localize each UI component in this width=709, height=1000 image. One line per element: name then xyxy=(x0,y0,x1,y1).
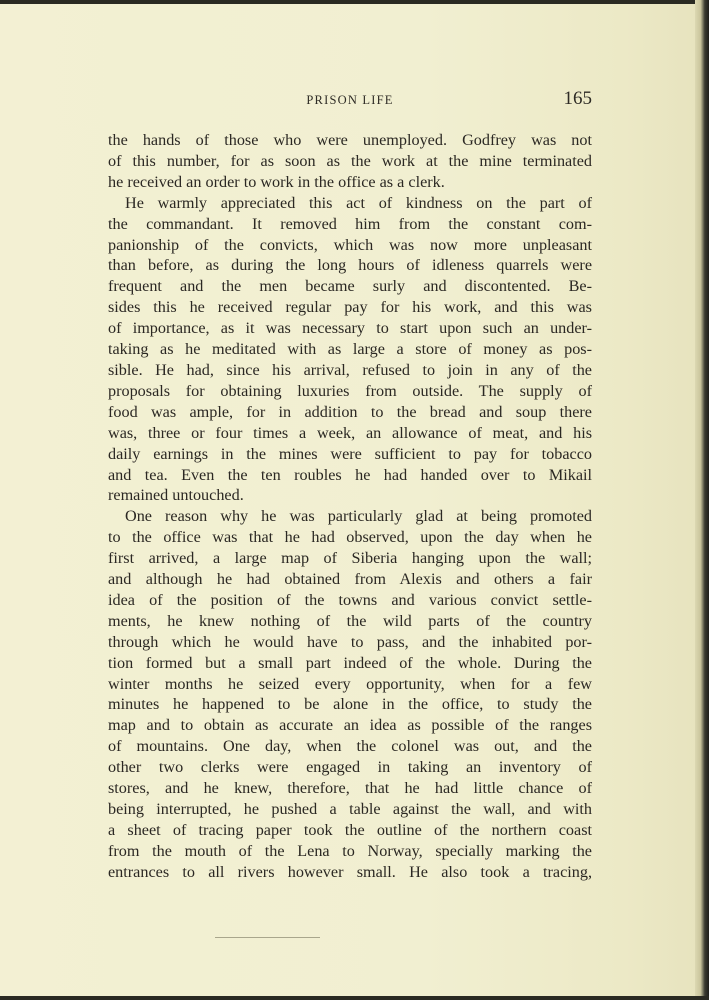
text-line: sible. He had, since his arrival, refused to join in any of the xyxy=(108,360,592,379)
footer-rule xyxy=(215,937,320,938)
text-line: sides this he received regular pay for his work, and this was xyxy=(108,298,592,317)
page-right-edge xyxy=(695,0,709,1000)
text-line: taking as he meditated with as large a store of money as pos- xyxy=(108,340,592,359)
page-top-edge xyxy=(0,0,709,4)
page-number: 165 xyxy=(563,88,592,109)
text-line: he received an order to work in the office as a clerk. xyxy=(108,172,445,191)
text-line: stores, and he knew, therefore, that he had little chance of xyxy=(108,779,592,798)
text-line: other two clerks were engaged in taking an inventory of xyxy=(108,758,592,777)
text-line: being interrupted, he pushed a table against the wall, and with xyxy=(108,800,592,818)
text-line: of mountains. One day, when the colonel was out, and the xyxy=(108,737,592,756)
page-bottom-edge xyxy=(0,996,709,1000)
text-line: and tea. Even the ten roubles he had handed over to Mikail xyxy=(108,465,592,484)
text-line: map and to obtain as accurate an idea as possible of the ranges xyxy=(108,716,592,735)
text-line: He warmly appreciated this act of kindness on the part of xyxy=(125,193,592,212)
page-header xyxy=(108,88,592,112)
text-line: a sheet of tracing paper took the outline of the northern coast xyxy=(108,820,592,839)
text-line: panionship of the convicts, which was now more unpleasant xyxy=(108,235,592,254)
text-line: tion formed but a small part indeed of the whole. During the xyxy=(108,653,592,672)
text-line: daily earnings in the mines were sufficient to pay for tobacco xyxy=(108,444,592,463)
text-line: idea of the position of the towns and various convict settle- xyxy=(108,590,592,609)
text-line: the hands of those who were unemployed. Godfrey was not xyxy=(108,131,592,149)
body-text xyxy=(108,130,592,883)
text-line: the commandant. It removed him from the constant com- xyxy=(108,214,592,233)
text-line: minutes he happened to be alone in the office, to study the xyxy=(108,695,592,714)
text-line: of this number, for as soon as the work at the mine terminated xyxy=(108,151,592,170)
text-line: through which he would have to pass, and the inhabited por- xyxy=(108,632,592,651)
text-line: proposals for obtaining luxuries from outside. The supply of xyxy=(108,381,592,400)
text-line: entrances to all rivers however small. He also took a tracing, xyxy=(108,862,592,881)
text-line: ments, he knew nothing of the wild parts of the country xyxy=(108,611,592,630)
text-line: remained untouched. xyxy=(108,486,244,505)
text-line: food was ample, for in addition to the bread and soup there xyxy=(108,402,592,421)
text-line: first arrived, a large map of Siberia hanging upon the wall; xyxy=(108,549,592,568)
text-line: One reason why he was particularly glad at being promoted xyxy=(125,507,592,526)
text-line: of importance, as it was necessary to start upon such an under- xyxy=(108,319,592,338)
text-line: was, three or four times a week, an allowance of meat, and his xyxy=(108,423,592,442)
text-line: and although he had obtained from Alexis and others a fair xyxy=(108,570,592,589)
text-line: than before, as during the long hours of idleness quarrels were xyxy=(108,256,592,275)
text-line: frequent and the men became surly and discontented. Be- xyxy=(108,277,592,296)
running-title: PRISON LIFE xyxy=(306,93,394,107)
text-line: to the office was that he had observed, upon the day when he xyxy=(108,528,592,547)
text-line: from the mouth of the Lena to Norway, specially marking the xyxy=(108,841,592,860)
text-line: winter months he seized every opportunity, when for a few xyxy=(108,674,592,693)
